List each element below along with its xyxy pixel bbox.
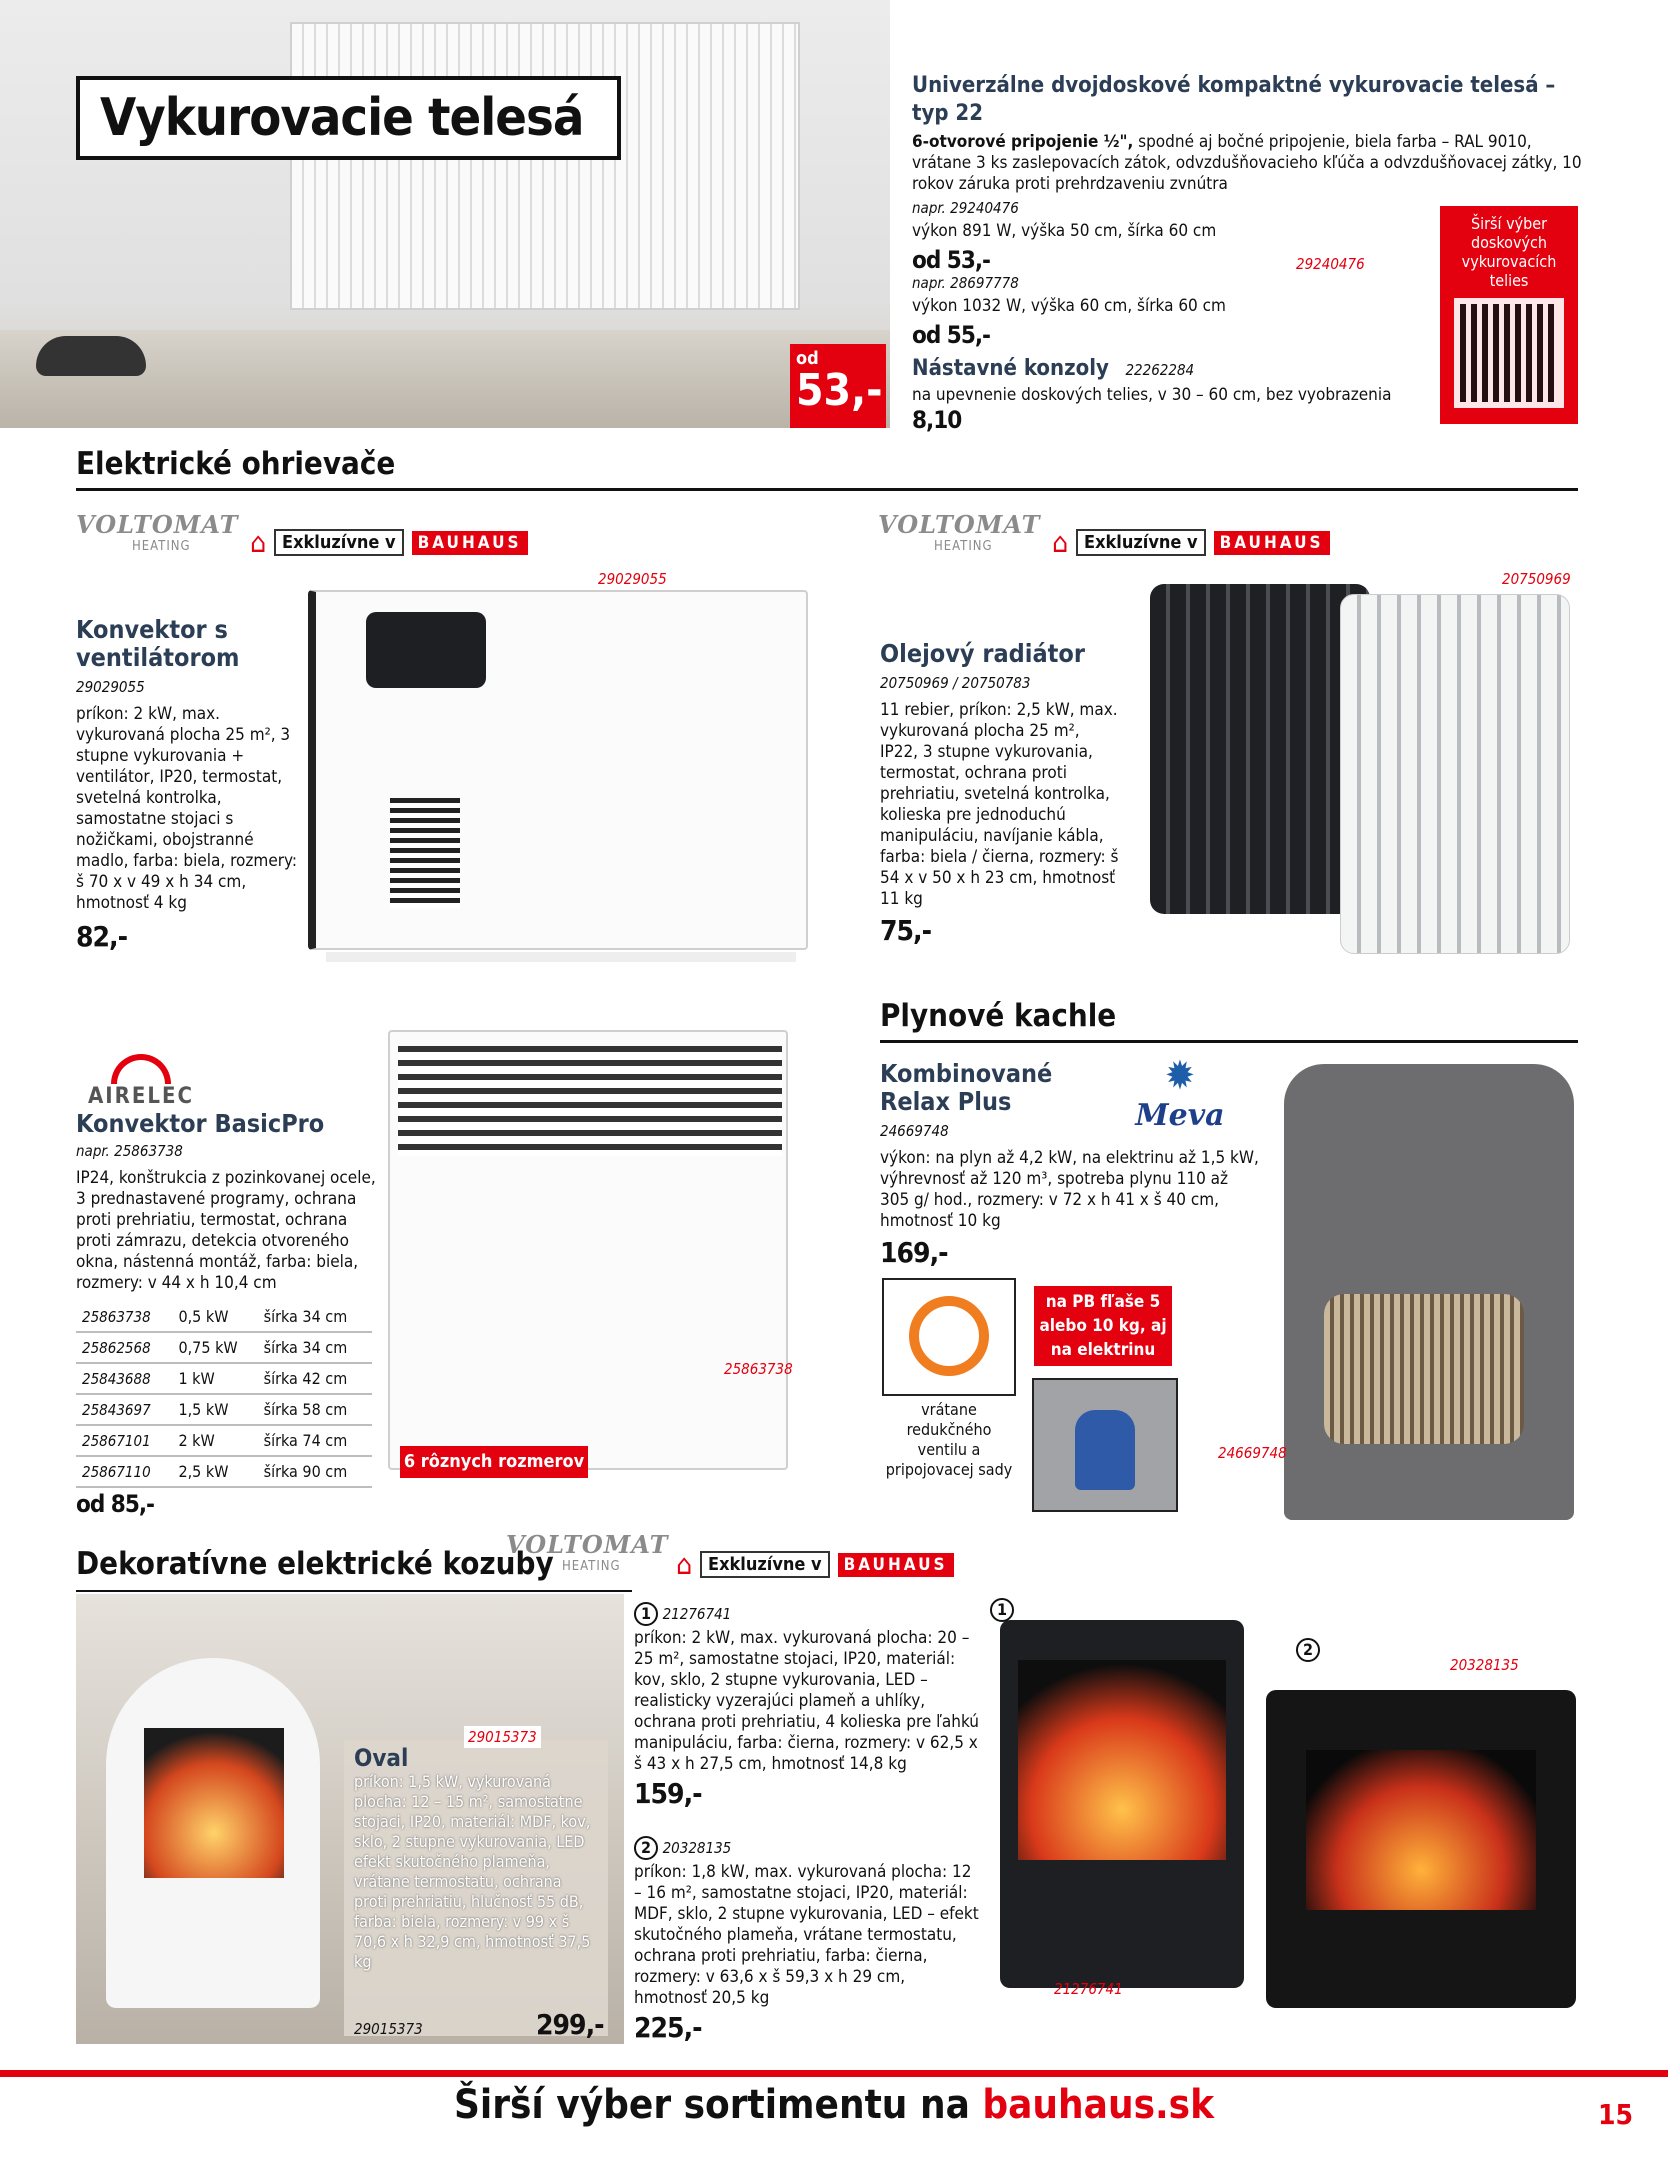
convector-code: 29029055 — [76, 678, 145, 696]
price-badge — [790, 344, 886, 428]
f1-price: 159,- — [634, 1777, 702, 1810]
gas-heater-grid — [1324, 1294, 1524, 1444]
radiator-v2-code: napr. 28697778 — [912, 274, 1019, 292]
gas-badge: na PB fľaše 5 alebo 10 kg, aj na elektrinu — [1034, 1286, 1172, 1366]
f2-flame — [1306, 1750, 1536, 1910]
radiator-desc — [912, 132, 1582, 195]
bauhaus-logo: BAUHAUS — [412, 531, 528, 555]
row-width: šírka 58 cm — [258, 1394, 372, 1425]
bauhaus-house-icon: ⌂ — [1052, 526, 1068, 559]
row-code: 25843697 — [76, 1394, 172, 1425]
oil-code: 20750969 / 20750783 — [880, 674, 1031, 692]
row-width: šírka 34 cm — [258, 1302, 372, 1332]
oil-radiator-white-image — [1340, 594, 1570, 954]
exclusive-badge-right — [1052, 526, 1330, 559]
oval-title: Oval — [354, 1744, 409, 1772]
oval-desc: príkon: 1,5 kW, vykurovaná plocha: 12 – 15 m², samostatne stojaci, IP20, materiál: MDF, kov, sklo, 2 stupne vykurovania, LED efekt skutočného plameňa, vrátane termostatu, ochrana proti prehriatiu, hlučnosť 55 dB, farba: biela, rozmery: v 99 x š 70,6 x h 32,9 cm, hmotnosť 37,5 kg — [354, 1772, 591, 1971]
exclusive-text: Exkluzívne v — [274, 529, 404, 556]
voltomat-heating: HEATING — [562, 1559, 621, 1574]
page-title: Vykurovacie telesá — [76, 76, 621, 160]
slippers-illustration — [36, 336, 146, 376]
row-code: 25843688 — [76, 1363, 172, 1394]
f2-photo-code: 20328135 — [1450, 1656, 1519, 1674]
f1-number: 1 — [634, 1602, 658, 1626]
basicpro-sizes-table — [76, 1302, 372, 1488]
oval-fireplace — [106, 1658, 320, 2008]
brackets-title: Nástavné konzoly — [912, 356, 1109, 381]
footer-rule — [0, 2070, 1668, 2077]
f1-desc: príkon: 2 kW, max. vykurovaná plocha: 20 – 25 m², samostatne stojaci, IP20, materiál: kov, sklo, 2 stupne vykurovania, LED – realisticky vyzerajúci plameň a uhlíky, ochrana proti prehriatiu, 4 kolieska pre ľahkú manipuláciu, farba: čierna, rozmery: v 62,5 x š 43 x h 27,5 cm, hmotnosť 14,8 kg — [634, 1628, 979, 1774]
gas-photo-code: 24669748 — [1218, 1444, 1287, 1462]
row-width: šírka 34 cm — [258, 1332, 372, 1363]
convector-photo-code: 29029055 — [598, 570, 667, 588]
table-row — [76, 1363, 372, 1394]
f1-code: 21276741 — [662, 1605, 732, 1623]
row-power: 0,75 kW — [172, 1332, 257, 1363]
radiator-photo-code: 29240476 — [1296, 255, 1365, 273]
bauhaus-logo: BAUHAUS — [1214, 531, 1330, 555]
airelec-logo — [76, 1054, 206, 1109]
gas-cylinder-image — [1032, 1378, 1178, 1512]
airelec-brand: AIRELEC — [87, 1084, 195, 1109]
f1-fireplace-image — [1000, 1620, 1244, 1988]
footer-url-link[interactable]: bauhaus.sk — [982, 2082, 1215, 2128]
qr-box[interactable] — [1440, 206, 1578, 424]
page-number: 15 — [1598, 2098, 1634, 2131]
airelec-arc-icon — [111, 1054, 171, 1084]
f1-flame — [1018, 1660, 1226, 1860]
row-width: šírka 42 cm — [258, 1363, 372, 1394]
brackets-code: 22262284 — [1125, 361, 1195, 379]
oil-desc: 11 rebier, príkon: 2,5 kW, max. vykurovaná plocha 25 m², IP22, 3 stupne vykurovania, termostat, ochrana proti prehriatiu, svetelná kontrolka, kolieska pre jednoduchú manipuláciu, navíjanie kábla, farba: biela / čierna, rozmery: š 54 x v 50 x h 23 cm, hmotnosť 11 kg — [880, 700, 1119, 909]
basicpro-desc: IP24, konštrukcia z pozinkovanej ocele, 3 prednastavené programy, ochrana proti prehriatiu, termostat, ochrana proti zámrazu, detekcia otvoreného okna, nástenná montáž, farba: biela, rozmery: v 44 x h 10,4 cm — [76, 1168, 376, 1293]
f2-image-number: 2 — [1296, 1638, 1320, 1662]
oval-price: 299,- — [536, 2008, 604, 2041]
qr-code-icon[interactable] — [1454, 298, 1564, 408]
convector-feet — [326, 892, 796, 962]
radiator-title: Univerzálne dvojdoskové kompaktné vykurovacie telesá – typ 22 — [912, 73, 1556, 126]
radiator-v1-spec: výkon 891 W, výška 50 cm, šírka 60 cm — [912, 221, 1217, 241]
basicpro-sizes-badge: 6 rôznych rozmerov — [400, 1446, 588, 1478]
gas-price: 169,- — [880, 1236, 948, 1269]
exclusive-badge-left — [250, 526, 528, 559]
footer-label: Širší výber sortimentu na — [453, 2082, 970, 2128]
meva-logo — [1130, 1054, 1230, 1133]
exclusive-badge-fire — [676, 1548, 954, 1581]
section-fireplaces-title: Dekoratívne elektrické kozuby — [76, 1546, 554, 1582]
row-code: 25867110 — [76, 1456, 172, 1487]
exclusive-text: Exkluzívne v — [1076, 529, 1206, 556]
bauhaus-house-icon: ⌂ — [676, 1548, 692, 1581]
f2-fireplace-image — [1266, 1690, 1576, 2008]
section-electric-rule — [76, 488, 1578, 491]
price-badge-value: 53,- — [796, 365, 883, 416]
row-width: šírka 90 cm — [258, 1456, 372, 1487]
oval-code: 29015373 — [354, 2020, 423, 2038]
table-row — [76, 1332, 372, 1363]
radiator-v2-price: od 55,- — [912, 321, 991, 349]
row-power: 1,5 kW — [172, 1394, 257, 1425]
oval-flame — [144, 1728, 284, 1878]
gas-includes: vrátane redukčného ventilu a pripojovacej sady — [885, 1400, 1013, 1479]
table-row — [76, 1456, 372, 1487]
voltomat-logo-fire — [506, 1530, 669, 1574]
bauhaus-house-icon: ⌂ — [250, 526, 266, 559]
basicpro-price: od 85,- — [76, 1490, 155, 1518]
f2-number: 2 — [634, 1836, 658, 1860]
radiator-photo — [0, 0, 890, 428]
voltomat-heating: HEATING — [132, 539, 191, 554]
oil-photo-code: 20750969 — [1502, 570, 1571, 588]
voltomat-heating: HEATING — [934, 539, 993, 554]
convector-info — [76, 616, 298, 953]
row-power: 0,5 kW — [172, 1302, 257, 1332]
voltomat-brand: VOLTOMAT — [878, 510, 1041, 539]
f1-image-number: 1 — [990, 1598, 1014, 1622]
section-gas-rule — [880, 1040, 1578, 1043]
oil-info — [880, 640, 1120, 947]
convector-control-panel — [366, 612, 486, 688]
brackets-desc: na upevnenie doskových telies, v 30 – 60 cm, bez vyobrazenia — [912, 385, 1392, 405]
hose-icon — [909, 1296, 989, 1376]
f2-code: 20328135 — [662, 1839, 732, 1857]
f1-photo-code: 21276741 — [1054, 1980, 1123, 1998]
table-row — [76, 1302, 372, 1332]
qr-text: Širší výber doskových vykurovacích telies — [1461, 214, 1557, 290]
f2-price: 225,- — [634, 2011, 702, 2044]
table-row — [76, 1394, 372, 1425]
oil-title: Olejový radiátor — [880, 639, 1085, 668]
oil-radiator-black-image — [1150, 584, 1370, 914]
convector-image — [308, 590, 808, 950]
f2-info — [634, 1836, 982, 2044]
basicpro-info — [76, 1110, 376, 1294]
voltomat-brand: VOLTOMAT — [76, 510, 239, 539]
radiator-illustration — [290, 22, 800, 310]
convector-desc: príkon: 2 kW, max. vykurovaná plocha 25 m², 3 stupne vykurovania + ventilátor, IP20, termostat, svetelná kontrolka, samostatne stojaci s nožičkami, obojstranné madlo, farba: biela, rozmery: š 70 x v 49 x h 34 cm, hmotnosť 4 kg — [76, 704, 297, 913]
radiator-v1-code: napr. 29240476 — [912, 199, 1019, 217]
row-width: šírka 74 cm — [258, 1425, 372, 1456]
radiator-v2-spec: výkon 1032 W, výška 60 cm, šírka 60 cm — [912, 296, 1226, 316]
sun-icon: ✹ — [1164, 1053, 1196, 1099]
row-code: 25863738 — [76, 1302, 172, 1332]
exclusive-text: Exkluzívne v — [700, 1551, 830, 1578]
oil-price: 75,- — [880, 914, 932, 947]
convector-title: Konvektor s ventilátorom — [76, 615, 240, 672]
meva-brand: Meva — [1135, 1098, 1225, 1133]
voltomat-logo-left — [76, 510, 239, 554]
cylinder-icon — [1075, 1410, 1135, 1490]
gas-title: Kombinované Relax Plus — [880, 1059, 1053, 1116]
basicpro-grille — [398, 1046, 782, 1156]
gas-code: 24669748 — [880, 1122, 949, 1140]
bauhaus-logo: BAUHAUS — [838, 1553, 954, 1577]
price-badge-od: od — [796, 348, 819, 369]
section-fireplaces-rule — [76, 1590, 632, 1592]
row-power: 2 kW — [172, 1425, 257, 1456]
basicpro-code: napr. 25863738 — [76, 1142, 183, 1160]
section-electric-title: Elektrické ohrievače — [76, 446, 396, 482]
row-power: 1 kW — [172, 1363, 257, 1394]
oval-card — [344, 1740, 608, 2036]
f1-info — [634, 1602, 982, 1810]
table-row — [76, 1425, 372, 1456]
oval-photo-code: 29015373 — [464, 1726, 541, 1748]
voltomat-logo-right — [878, 510, 1041, 554]
gas-desc: výkon: na plyn až 4,2 kW, na elektrinu až 1,5 kW, výhrevnosť až 120 m³, spotreba plynu 110 až 305 g/ hod., rozmery: v 72 x h 41 x š 40 cm, hmotnosť 10 kg — [880, 1148, 1259, 1231]
radiator-desc-bold: 6-otvorové pripojenie ½", — [912, 132, 1134, 152]
basicpro-image — [388, 1030, 788, 1470]
convector-price: 82,- — [76, 920, 128, 953]
radiator-desc-text: spodné aj bočné pripojenie, biela farba – RAL 9010, vrátane 3 ks zaslepovacích zátok, odvzdušňovacieho kľúča a odvzdušňovacej zátky, 10 rokov záruka proti prehrdzaveniu zvnútra — [912, 132, 1582, 194]
basicpro-photo-code: 25863738 — [724, 1360, 793, 1378]
gas-heater-image — [1284, 1064, 1574, 1520]
basicpro-title: Konvektor BasicPro — [76, 1109, 325, 1138]
row-code: 25867101 — [76, 1425, 172, 1456]
f2-desc: príkon: 1,8 kW, max. vykurovaná plocha: 12 – 16 m², samostatne stojaci, IP20, materiál: MDF, sklo, 2 stupne vykurovania, LED – efekt skutočného plameňa, vrátane termostatu, ochrana proti prehriatiu, farba: čierna, rozmery: v 63,6 x š 59,3 x h 29 cm, hmotnosť 20,5 kg — [634, 1862, 979, 2008]
gas-hose-image — [882, 1278, 1016, 1396]
section-gas-title: Plynové kachle — [880, 998, 1117, 1034]
row-code: 25862568 — [76, 1332, 172, 1363]
footer-text — [0, 2082, 1668, 2128]
row-power: 2,5 kW — [172, 1456, 257, 1487]
brackets-price: 8,10 — [912, 406, 962, 434]
radiator-v1-price: od 53,- — [912, 246, 991, 274]
voltomat-brand: VOLTOMAT — [506, 1530, 669, 1559]
